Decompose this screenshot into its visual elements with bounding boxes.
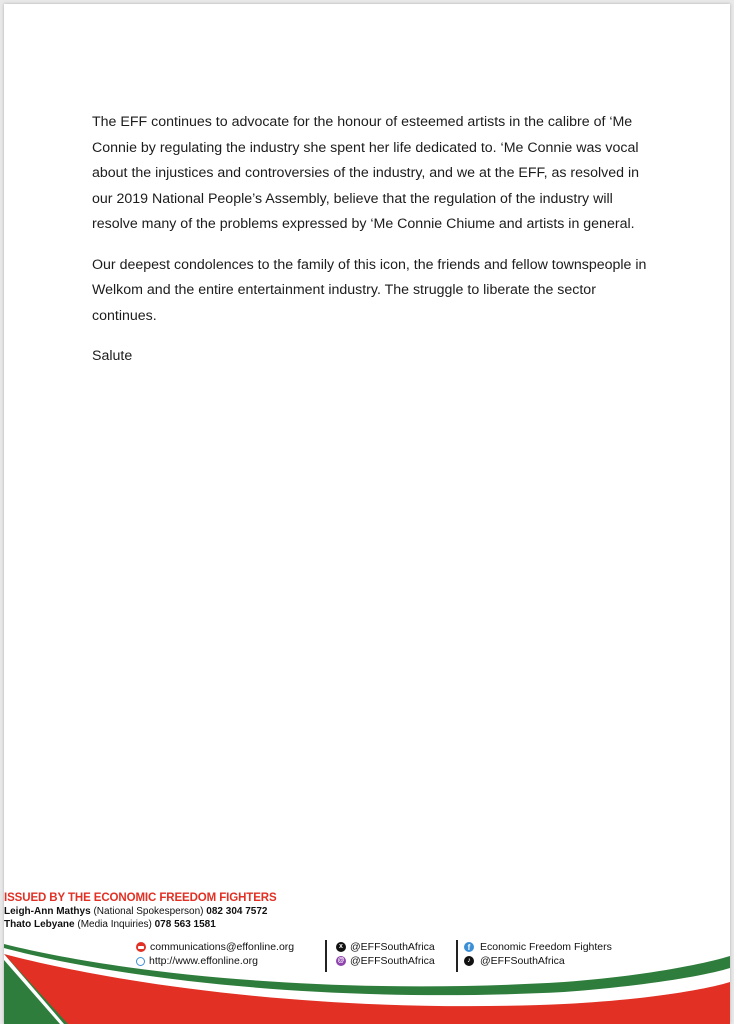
x-threads-handles [336,940,435,968]
spokesperson-role: (National Spokesperson) [93,906,204,917]
facebook-icon: f [464,942,474,952]
facebook-page[interactable]: Economic Freedom Fighters [480,941,612,953]
x-handle[interactable]: @EFFSouthAfrica [350,941,435,953]
separator-2 [456,940,458,972]
tiktok-row[interactable] [464,954,612,968]
paragraph-salute: Salute [92,348,133,364]
x-icon: x [336,942,346,952]
issued-by-heading: ISSUED BY THE ECONOMIC FREEDOM FIGHTERS [4,892,277,904]
web-contacts [136,940,294,968]
paragraph-regulation: The EFF continues to advocate for the honour of esteemed artists in the calibre of ‘Me Connie by regulating the industry she spent her life dedicated to. ‘Me Connie was vocal about the injustices and controversies of the industry, and we at the EFF, as resolved in our 2019 National People’s Assembly, believe that the regulation of the industry will resolve many of the problems expressed by ‘Me Connie Chiume and artists in general. [92,114,640,232]
spokesperson-contact [4,906,730,917]
website-row[interactable] [136,954,294,968]
separator-1 [325,940,327,972]
media-contact-role: (Media Inquiries) [77,919,152,930]
threads-icon: @ [337,957,345,964]
email-link[interactable]: communications@effonline.org [150,941,295,953]
email-row[interactable] [136,940,294,954]
footer-contacts [4,940,730,976]
globe-icon [136,957,145,966]
statement-body [92,110,662,385]
x-row[interactable] [336,940,435,954]
website-link[interactable]: http://www.effonline.org [149,955,258,967]
tiktok-handle[interactable]: @EFFSouthAfrica [480,955,565,967]
threads-row[interactable] [336,954,435,968]
media-contact [4,919,730,930]
email-icon [136,942,146,952]
threads-handle[interactable]: @EFFSouthAfrica [350,955,435,967]
spokesperson-phone: 082 304 7572 [206,906,268,917]
spokesperson-name: Leigh-Ann Mathys [4,906,91,917]
media-contact-phone: 078 563 1581 [154,919,216,930]
tiktok-icon: ♪ [464,956,474,966]
media-contact-name: Thato Lebyane [4,919,75,930]
facebook-tiktok-handles [464,940,612,968]
paragraph-condolences: Our deepest condolences to the family of this icon, the friends and fellow townspeople in Welkom and the entire entertainment industry. The struggle to liberate the sector continues. [92,256,647,324]
facebook-row[interactable] [464,940,612,954]
document-page [4,4,730,1024]
